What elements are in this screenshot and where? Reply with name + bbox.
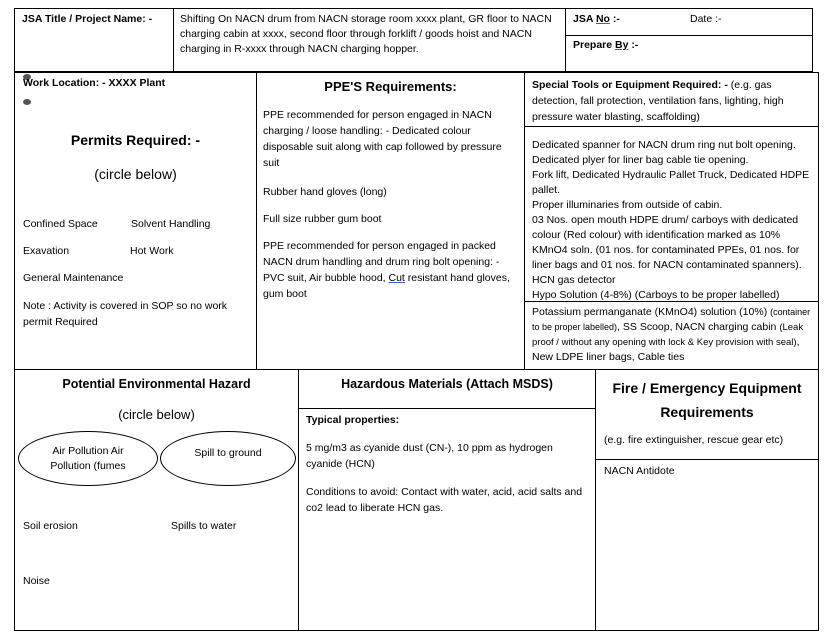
work-location: Work Location: - XXXX Plant — [23, 77, 166, 89]
ppe-item-4-text: PPE recommended for person engaged in packed NACN drum handling and drum ring bolt opening: - PVC suit, Air bubble hood, — [263, 240, 500, 284]
extra-text-2: , SS Scoop, NACN charging cabin — [617, 321, 780, 333]
ppe-item-4 — [263, 238, 518, 302]
jsa-no-underlined: No — [595, 13, 610, 25]
extra-small-1: (container to be proper labelled) — [532, 307, 811, 332]
fire-title: Fire / Emergency Equipment Requirements — [612, 380, 802, 420]
special-tools-eg: (e.g. gas detection, fall protection, ventilation fans, lighting, high pressure water blasting, scaffolding) — [532, 79, 784, 123]
jsa-no-prefix: JSA — [573, 13, 596, 25]
permits-title: Permits Required: - — [70, 132, 201, 148]
bullet-icon — [23, 99, 31, 105]
permit-confined-space[interactable]: Confined Space — [23, 218, 98, 230]
ppe-item-1: PPE recommended for person engaged in NACN charging / loose handling: - Dedicated colour disposable suit along with cap followed by pressure suit — [263, 109, 502, 169]
env-option-air-pollution[interactable] — [18, 431, 158, 486]
tool-line: Fork lift, Dedicated Hydraulic Pallet Truck, Dedicated HDPE pallet. — [532, 169, 810, 196]
ppe-title: PPE'S Requirements: — [324, 79, 457, 94]
jsa-title-value: Shifting On NACN drum from NACN storage room xxxx plant, GR floor to NACN charging cabin at xxxx, second floor through forklift / goods hoist and NACN charging in R-xxxx through NACN charging hopper. — [180, 13, 552, 55]
ppe-item-4-cut: Cut — [388, 272, 405, 284]
jsa-no-suffix: :- — [609, 13, 620, 25]
prepare-by-prefix: Prepare — [573, 39, 616, 51]
extra-text-3: , New LDPE liner bags, Cable ties — [532, 336, 800, 363]
air-pollution-label: Air Pollution Air Pollution (fumes — [50, 444, 126, 472]
extra-small-2: (Leak proof / without any opening with lock & Key provision with seal) — [532, 322, 804, 348]
ppe-item-2: Rubber hand gloves (long) — [263, 186, 387, 198]
ppe-item-3: Full size rubber gum boot — [263, 213, 382, 225]
permit-hot-work[interactable]: Hot Work — [130, 245, 174, 257]
prepare-by-suffix: :- — [628, 39, 639, 51]
spill-to-ground-label: Spill to ground — [194, 447, 262, 459]
jsa-no-label — [573, 13, 620, 25]
permit-general-maintenance[interactable]: General Maintenance — [23, 272, 124, 284]
special-tools-title — [532, 77, 814, 125]
permits-subtitle: (circle below) — [94, 166, 177, 182]
permit-exavation[interactable]: Exavation — [23, 245, 70, 257]
special-tools-heading: Special Tools or Equipment Required: - — [532, 79, 728, 91]
extra-text-1: Potassium permanganate (KMnO4) solution (10%) — [532, 306, 771, 318]
env-hazard-subtitle: (circle below) — [118, 407, 195, 422]
haz-materials-title: Hazardous Materials (Attach MSDS) — [341, 377, 553, 391]
permits-note: Note : Activity is covered in SOP so no work permit Required — [23, 300, 228, 328]
tool-line: Dedicated spanner for NACN drum ring nut bolt opening. — [532, 139, 796, 151]
haz-conditions: Conditions to avoid: Contact with water, acid, acid salts and co2 lead to liberate HCN gas. — [306, 486, 583, 514]
haz-properties: 5 mg/m3 as cyanide dust (CN-), 10 ppm as hydrogen cyanide (HCN) — [306, 442, 553, 470]
fire-body-cell — [595, 459, 819, 631]
env-option-spill-to-ground[interactable] — [160, 431, 296, 486]
tool-line: Proper illuminaries from outside of cabin. — [532, 199, 723, 211]
tool-line: Dedicated plyer for liner bag cable tie opening. — [532, 154, 749, 166]
typical-properties-label: Typical properties: — [306, 414, 400, 426]
fire-eg: (e.g. fire extinguisher, rescue gear etc) — [604, 434, 784, 446]
env-hazard-title: Potential Environmental Hazard — [62, 377, 251, 391]
date-label: Date :- — [690, 13, 722, 25]
prepare-by-underlined: By — [615, 39, 629, 51]
env-option-noise[interactable]: Noise — [23, 575, 50, 587]
permit-solvent-handling[interactable]: Solvent Handling — [131, 218, 211, 230]
fire-antidote: NACN Antidote — [604, 465, 675, 477]
env-option-soil-erosion[interactable]: Soil erosion — [23, 520, 78, 532]
env-option-spills-to-water[interactable]: Spills to water — [171, 520, 237, 532]
tool-line: HCN gas detector — [532, 274, 616, 286]
jsa-title-label: JSA Title / Project Name: - — [22, 13, 153, 25]
ppe-item-4-text-end: resistant hand gloves, gum boot — [263, 272, 510, 300]
tool-line: Hypo Solution (4-8%) (Carboys to be proper labelled) — [532, 289, 780, 301]
special-tools-list — [532, 138, 812, 303]
tool-line: 03 Nos. open mouth HDPE drum/ carboys with dedicated colour (Red colour) with identification marked as 10% KMnO4 soln. (01 nos. for contaminated PPEs, 01 nos. for liner bags and 01 nos. for NACN contaminated spanners). — [532, 214, 802, 271]
special-tools-extra — [532, 305, 814, 365]
prepare-by-label — [573, 39, 638, 51]
